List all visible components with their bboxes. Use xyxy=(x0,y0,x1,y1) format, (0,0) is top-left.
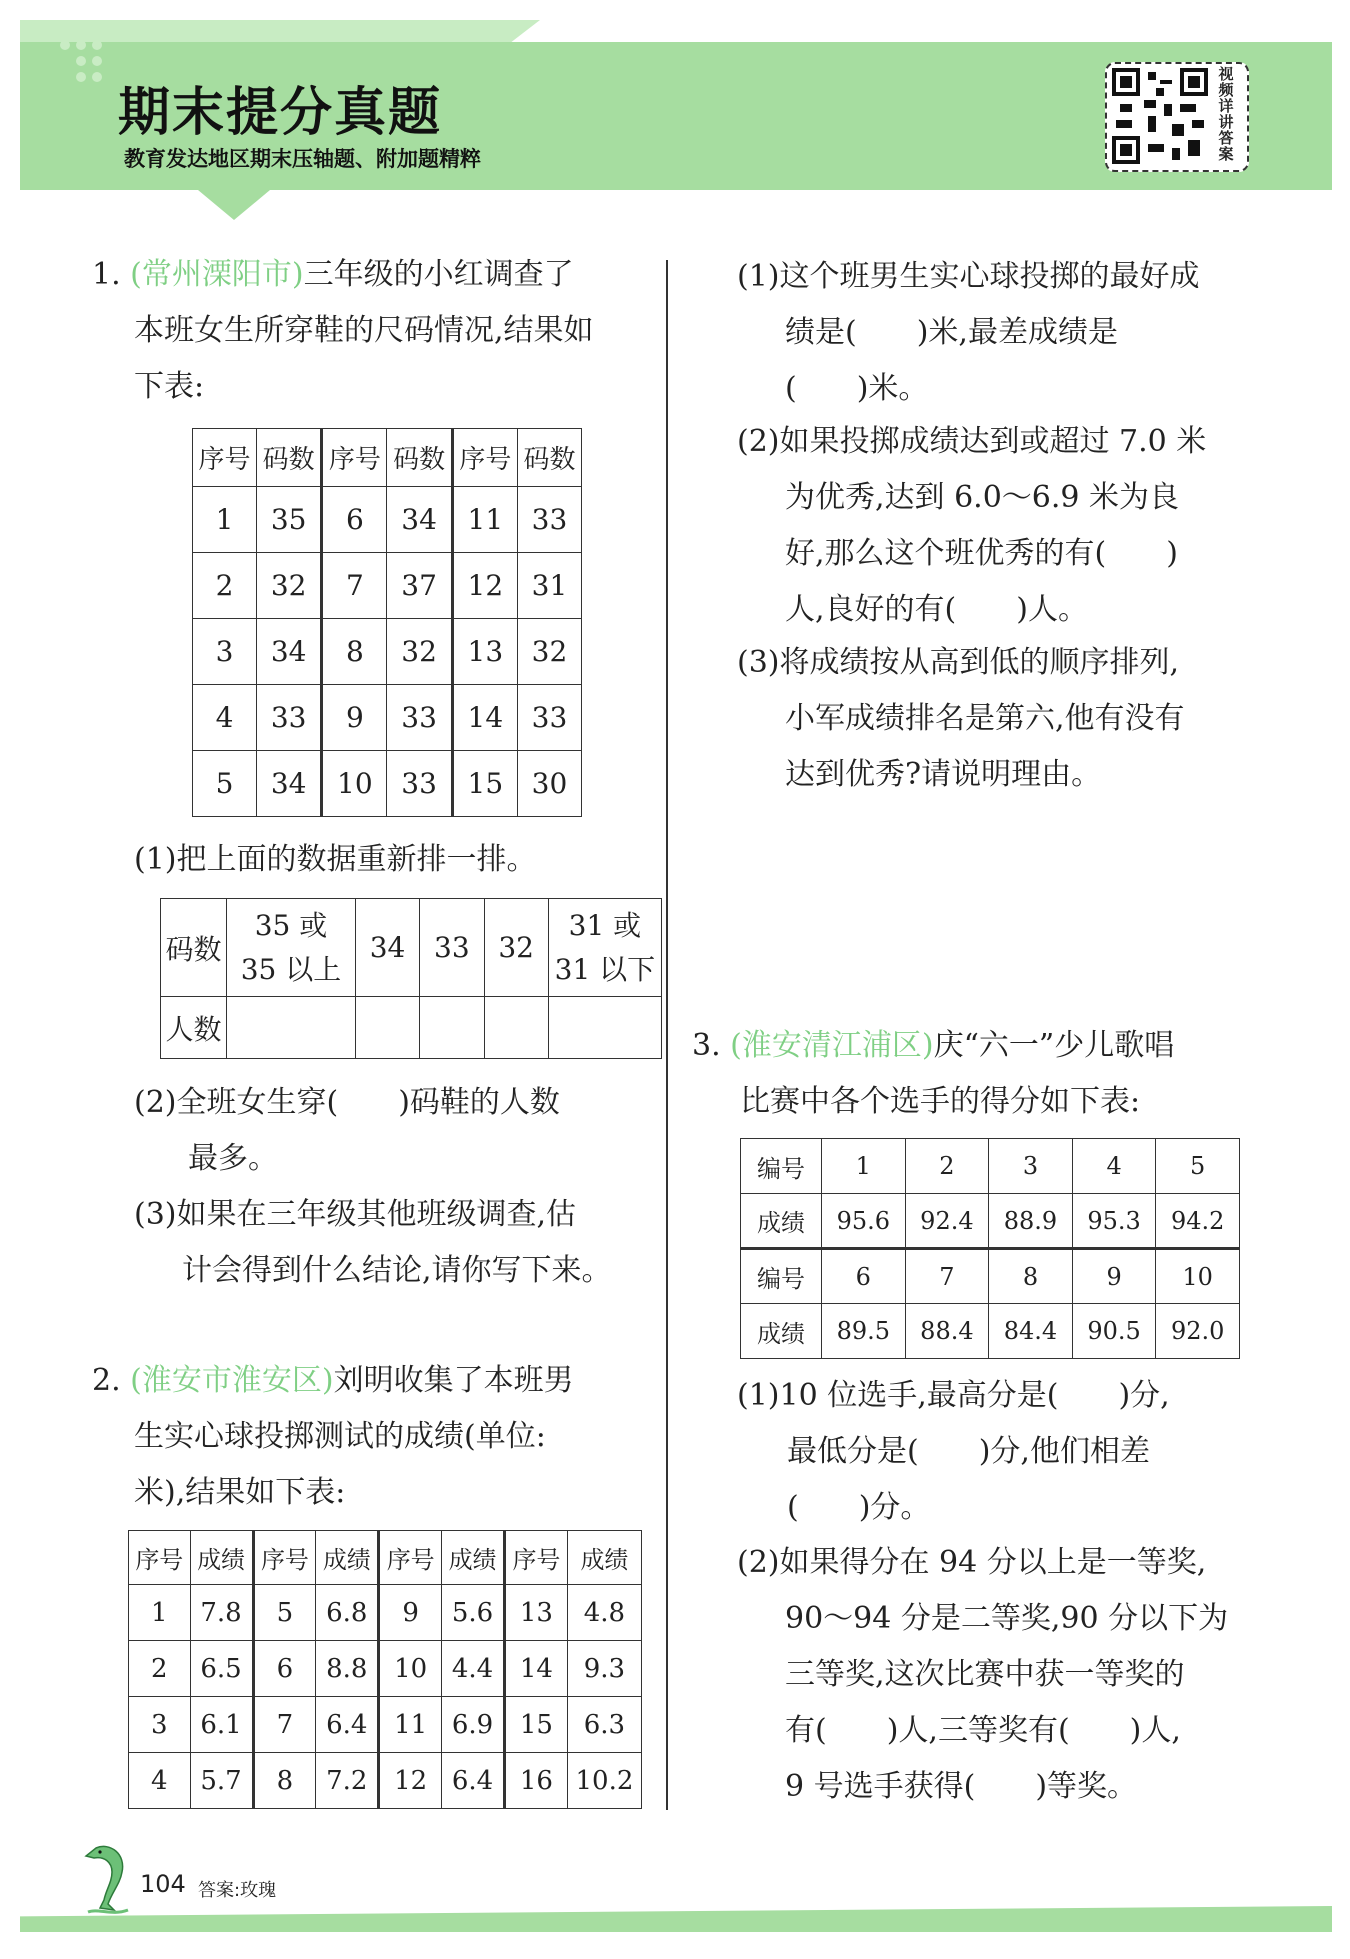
decor-dot xyxy=(92,56,102,66)
table-row xyxy=(129,1753,642,1809)
table-cell: 33 xyxy=(387,685,452,751)
q2-first-line xyxy=(92,1353,574,1409)
question-1 xyxy=(92,247,594,415)
table-cell xyxy=(548,899,661,997)
table-cell: 5.7 xyxy=(190,1753,253,1809)
table-cell: 11 xyxy=(379,1697,442,1753)
table-header-cell: 序号 xyxy=(505,1531,568,1585)
table-cell: 32 xyxy=(484,899,548,997)
table-cell: 6 xyxy=(253,1641,316,1697)
q2-sub3-line: 小军成绩排名是第六,他有没有 xyxy=(785,701,1185,736)
table-cell: 6 xyxy=(822,1249,906,1304)
decor-dot xyxy=(92,72,102,82)
q3-text: 比赛中各个选手的得分如下表: xyxy=(740,1084,1141,1119)
q2-sub1-line: ( )米。 xyxy=(785,371,929,406)
q1-sort-table xyxy=(160,898,662,1059)
q1-text: 本班女生所穿鞋的尺码情况,结果如 xyxy=(134,313,594,348)
q2-sub2 xyxy=(737,414,1206,638)
q3-sub2-line: 有( )人,三等奖有( )人, xyxy=(785,1713,1181,1748)
q2-sub3-line: (3)将成绩按从高到低的顺序排列, xyxy=(737,645,1180,680)
decor-dot xyxy=(92,40,102,50)
table-cell: 4 xyxy=(129,1753,191,1809)
table-cell: 3 xyxy=(129,1697,191,1753)
page-subtitle: 教育发达地区期末压轴题、附加题精粹 xyxy=(124,147,481,171)
table-cell: 7.2 xyxy=(316,1753,379,1809)
q1-text: 三年级的小红调查了 xyxy=(303,257,574,292)
table-header-cell: 编号 xyxy=(741,1249,822,1304)
table-cell: 34 xyxy=(387,487,452,553)
q1-shoe-size-table xyxy=(192,428,582,817)
table-cell: 3 xyxy=(193,619,257,685)
table-cell: 32 xyxy=(387,619,452,685)
q3-score-table xyxy=(740,1138,1240,1359)
table-cell: 31 xyxy=(517,553,581,619)
table-header-cell: 序号 xyxy=(452,429,517,487)
q2-sub1-line: (1)这个班男生实心球投掷的最好成 xyxy=(737,259,1200,294)
answer-cell[interactable] xyxy=(227,997,356,1059)
table-cell: 4.8 xyxy=(567,1585,641,1641)
q3-sub2-line: 90～94 分是二等奖,90 分以下为 xyxy=(785,1601,1229,1636)
table-header-cell: 编号 xyxy=(741,1139,822,1194)
table-header-cell: 成绩 xyxy=(442,1531,505,1585)
table-cell: 88.4 xyxy=(905,1304,989,1359)
q1-sub2 xyxy=(134,1075,560,1187)
table-row xyxy=(161,997,662,1059)
table-row xyxy=(129,1641,642,1697)
table-cell: 8 xyxy=(989,1249,1073,1304)
q3-sub2-line: 9 号选手获得( )等奖。 xyxy=(785,1769,1138,1804)
table-row xyxy=(741,1194,1240,1249)
table-row xyxy=(741,1249,1240,1304)
q3-first-line xyxy=(692,1018,1174,1074)
table-header-cell: 序号 xyxy=(322,429,387,487)
answer-hint: 答案:玫瑰 xyxy=(198,1880,277,1901)
q1-number: 1. xyxy=(92,257,121,292)
table-cell: 5.6 xyxy=(442,1585,505,1641)
table-header-cell: 序号 xyxy=(253,1531,316,1585)
table-cell: 8.8 xyxy=(316,1641,379,1697)
table-cell: 32 xyxy=(257,553,322,619)
table-cell: 9 xyxy=(379,1585,442,1641)
table-cell: 30 xyxy=(517,751,581,817)
table-header-cell: 序号 xyxy=(129,1531,191,1585)
table-cell-line: 35 或 xyxy=(254,908,328,942)
table-cell: 7 xyxy=(905,1249,989,1304)
decor-dot xyxy=(76,40,86,50)
table-cell: 11 xyxy=(452,487,517,553)
table-cell: 14 xyxy=(505,1641,568,1697)
q2-sub1-line: 绩是( )米,最差成绩是 xyxy=(785,315,1118,350)
table-cell: 32 xyxy=(517,619,581,685)
q3-sub2-line: 三等奖,这次比赛中获一等奖的 xyxy=(785,1657,1185,1692)
table-cell: 10 xyxy=(1156,1249,1240,1304)
table-cell: 7.8 xyxy=(190,1585,253,1641)
table-cell: 89.5 xyxy=(822,1304,906,1359)
decor-dot xyxy=(76,56,86,66)
table-cell: 9 xyxy=(322,685,387,751)
table-row xyxy=(193,487,582,553)
table-cell: 33 xyxy=(517,685,581,751)
answer-cell[interactable] xyxy=(484,997,548,1059)
q2-sub3-line: 达到优秀?请说明理由。 xyxy=(785,757,1102,792)
table-cell: 5 xyxy=(1156,1139,1240,1194)
table-header-cell: 码数 xyxy=(517,429,581,487)
table-row xyxy=(129,1697,642,1753)
q3-sub1-line: 最低分是( )分,他们相差 xyxy=(787,1434,1150,1469)
table-header-cell: 成绩 xyxy=(741,1304,822,1359)
table-cell: 7 xyxy=(322,553,387,619)
table-cell: 95.6 xyxy=(822,1194,906,1249)
table-cell: 10 xyxy=(322,751,387,817)
table-cell xyxy=(227,899,356,997)
table-cell: 12 xyxy=(452,553,517,619)
table-cell: 13 xyxy=(505,1585,568,1641)
table-cell: 4.4 xyxy=(442,1641,505,1697)
decor-dot xyxy=(76,72,86,82)
table-cell: 92.4 xyxy=(905,1194,989,1249)
page-number: 104 xyxy=(140,1870,186,1898)
table-cell: 1 xyxy=(193,487,257,553)
question-2 xyxy=(92,1353,574,1521)
q1-text: 下表: xyxy=(134,369,205,404)
q3-sub2 xyxy=(737,1535,1228,1815)
table-cell: 33 xyxy=(257,685,322,751)
answer-cell[interactable] xyxy=(420,997,484,1059)
qr-code-icon[interactable] xyxy=(1112,68,1208,164)
q2-source: (淮安市淮安区) xyxy=(130,1363,334,1398)
q3-sub2-line: (2)如果得分在 94 分以上是一等奖, xyxy=(737,1545,1207,1580)
table-cell: 9 xyxy=(1072,1249,1156,1304)
table-cell: 3 xyxy=(989,1139,1073,1194)
table-cell: 1 xyxy=(129,1585,191,1641)
answer-cell[interactable] xyxy=(355,997,419,1059)
q1-source: (常州溧阳市) xyxy=(130,257,304,292)
table-header-cell: 成绩 xyxy=(190,1531,253,1585)
table-cell: 5 xyxy=(253,1585,316,1641)
table-row xyxy=(193,751,582,817)
table-cell: 33 xyxy=(517,487,581,553)
qr-label: 视频详讲答案 xyxy=(1218,65,1234,163)
table-cell: 13 xyxy=(452,619,517,685)
q1-sub3-line: (3)如果在三年级其他班级调查,估 xyxy=(134,1197,577,1232)
table-cell: 4 xyxy=(1072,1139,1156,1194)
q3-number: 3. xyxy=(692,1028,721,1063)
table-row xyxy=(161,899,662,997)
table-header-cell: 序号 xyxy=(379,1531,442,1585)
q3-text: 庆“六一”少儿歌唱 xyxy=(933,1028,1175,1063)
table-cell: 1 xyxy=(822,1139,906,1194)
table-header-cell: 成绩 xyxy=(741,1194,822,1249)
table-cell: 6 xyxy=(322,487,387,553)
q1-sub3-line: 计会得到什么结论,请你写下来。 xyxy=(182,1253,612,1288)
q2-text: 生实心球投掷测试的成绩(单位: xyxy=(134,1419,546,1454)
table-header-cell: 序号 xyxy=(193,429,257,487)
header-arrow-decoration xyxy=(198,190,270,220)
table-cell: 8 xyxy=(322,619,387,685)
q2-sub1 xyxy=(737,249,1200,417)
footer-band xyxy=(20,1906,1332,1932)
table-cell: 34 xyxy=(355,899,419,997)
table-header-cell: 码数 xyxy=(387,429,452,487)
question-3 xyxy=(692,1018,1174,1130)
table-cell: 2 xyxy=(193,553,257,619)
table-cell: 6.9 xyxy=(442,1697,505,1753)
decor-dot xyxy=(60,40,70,50)
table-header-row xyxy=(193,429,582,487)
table-cell: 92.0 xyxy=(1156,1304,1240,1359)
table-row xyxy=(193,619,582,685)
q2-throw-score-table xyxy=(128,1530,642,1809)
table-cell: 12 xyxy=(379,1753,442,1809)
dolphin-icon xyxy=(78,1838,138,1918)
q2-sub2-line: (2)如果投掷成绩达到或超过 7.0 米 xyxy=(737,424,1207,459)
table-cell: 2 xyxy=(129,1641,191,1697)
table-cell: 码数 xyxy=(161,899,227,997)
table-row xyxy=(741,1304,1240,1359)
q3-sub1-line: (1)10 位选手,最高分是( )分, xyxy=(737,1378,1170,1413)
q2-sub2-line: 人,良好的有( )人。 xyxy=(785,592,1088,627)
table-row xyxy=(129,1585,642,1641)
table-cell: 16 xyxy=(505,1753,568,1809)
table-row xyxy=(193,685,582,751)
column-divider xyxy=(666,260,668,1810)
table-cell: 6.1 xyxy=(190,1697,253,1753)
page-title: 期末提分真题 xyxy=(118,83,443,143)
q1-sub1: (1)把上面的数据重新排一排。 xyxy=(134,842,537,877)
q1-sub2-line: (2)全班女生穿( )码鞋的人数 xyxy=(134,1085,560,1120)
table-cell: 6.8 xyxy=(316,1585,379,1641)
table-cell: 33 xyxy=(387,751,452,817)
q2-number: 2. xyxy=(92,1363,121,1398)
table-cell: 14 xyxy=(452,685,517,751)
table-header-cell: 码数 xyxy=(257,429,322,487)
table-cell-line: 35 以上 xyxy=(240,952,342,986)
table-cell: 8 xyxy=(253,1753,316,1809)
table-row xyxy=(193,553,582,619)
table-cell: 人数 xyxy=(161,997,227,1059)
table-cell: 15 xyxy=(505,1697,568,1753)
table-cell: 6.3 xyxy=(567,1697,641,1753)
table-cell: 94.2 xyxy=(1156,1194,1240,1249)
table-cell: 95.3 xyxy=(1072,1194,1156,1249)
table-cell: 33 xyxy=(420,899,484,997)
table-cell: 88.9 xyxy=(989,1194,1073,1249)
q1-sub2-line: 最多。 xyxy=(188,1141,278,1176)
table-cell: 34 xyxy=(257,619,322,685)
table-cell: 2 xyxy=(905,1139,989,1194)
q3-sub1-line: ( )分。 xyxy=(787,1490,931,1525)
table-cell: 10.2 xyxy=(567,1753,641,1809)
table-cell: 35 xyxy=(257,487,322,553)
table-cell: 37 xyxy=(387,553,452,619)
table-cell: 5 xyxy=(193,751,257,817)
q3-source: (淮安清江浦区) xyxy=(730,1028,934,1063)
table-header-cell: 成绩 xyxy=(567,1531,641,1585)
q2-sub2-line: 好,那么这个班优秀的有( ) xyxy=(785,536,1178,571)
answer-cell[interactable] xyxy=(548,997,661,1059)
q2-sub2-line: 为优秀,达到 6.0～6.9 米为良 xyxy=(785,480,1180,515)
q1-first-line xyxy=(92,247,594,303)
table-cell: 90.5 xyxy=(1072,1304,1156,1359)
table-cell: 7 xyxy=(253,1697,316,1753)
table-cell: 6.4 xyxy=(442,1753,505,1809)
q2-text: 刘明收集了本班男 xyxy=(333,1363,574,1398)
table-cell: 34 xyxy=(257,751,322,817)
table-header-row xyxy=(129,1531,642,1585)
table-cell: 6.4 xyxy=(316,1697,379,1753)
q3-sub1 xyxy=(737,1368,1170,1536)
table-row xyxy=(741,1139,1240,1194)
table-header-cell: 成绩 xyxy=(316,1531,379,1585)
table-cell-line: 31 以下 xyxy=(554,952,656,986)
table-cell: 84.4 xyxy=(989,1304,1073,1359)
q2-text: 米),结果如下表: xyxy=(134,1475,346,1510)
table-cell: 6.5 xyxy=(190,1641,253,1697)
table-cell-line: 31 或 xyxy=(568,908,642,942)
table-cell: 10 xyxy=(379,1641,442,1697)
q2-sub3 xyxy=(737,635,1185,803)
table-cell: 9.3 xyxy=(567,1641,641,1697)
table-cell: 4 xyxy=(193,685,257,751)
table-cell: 15 xyxy=(452,751,517,817)
q1-sub3 xyxy=(134,1187,612,1299)
